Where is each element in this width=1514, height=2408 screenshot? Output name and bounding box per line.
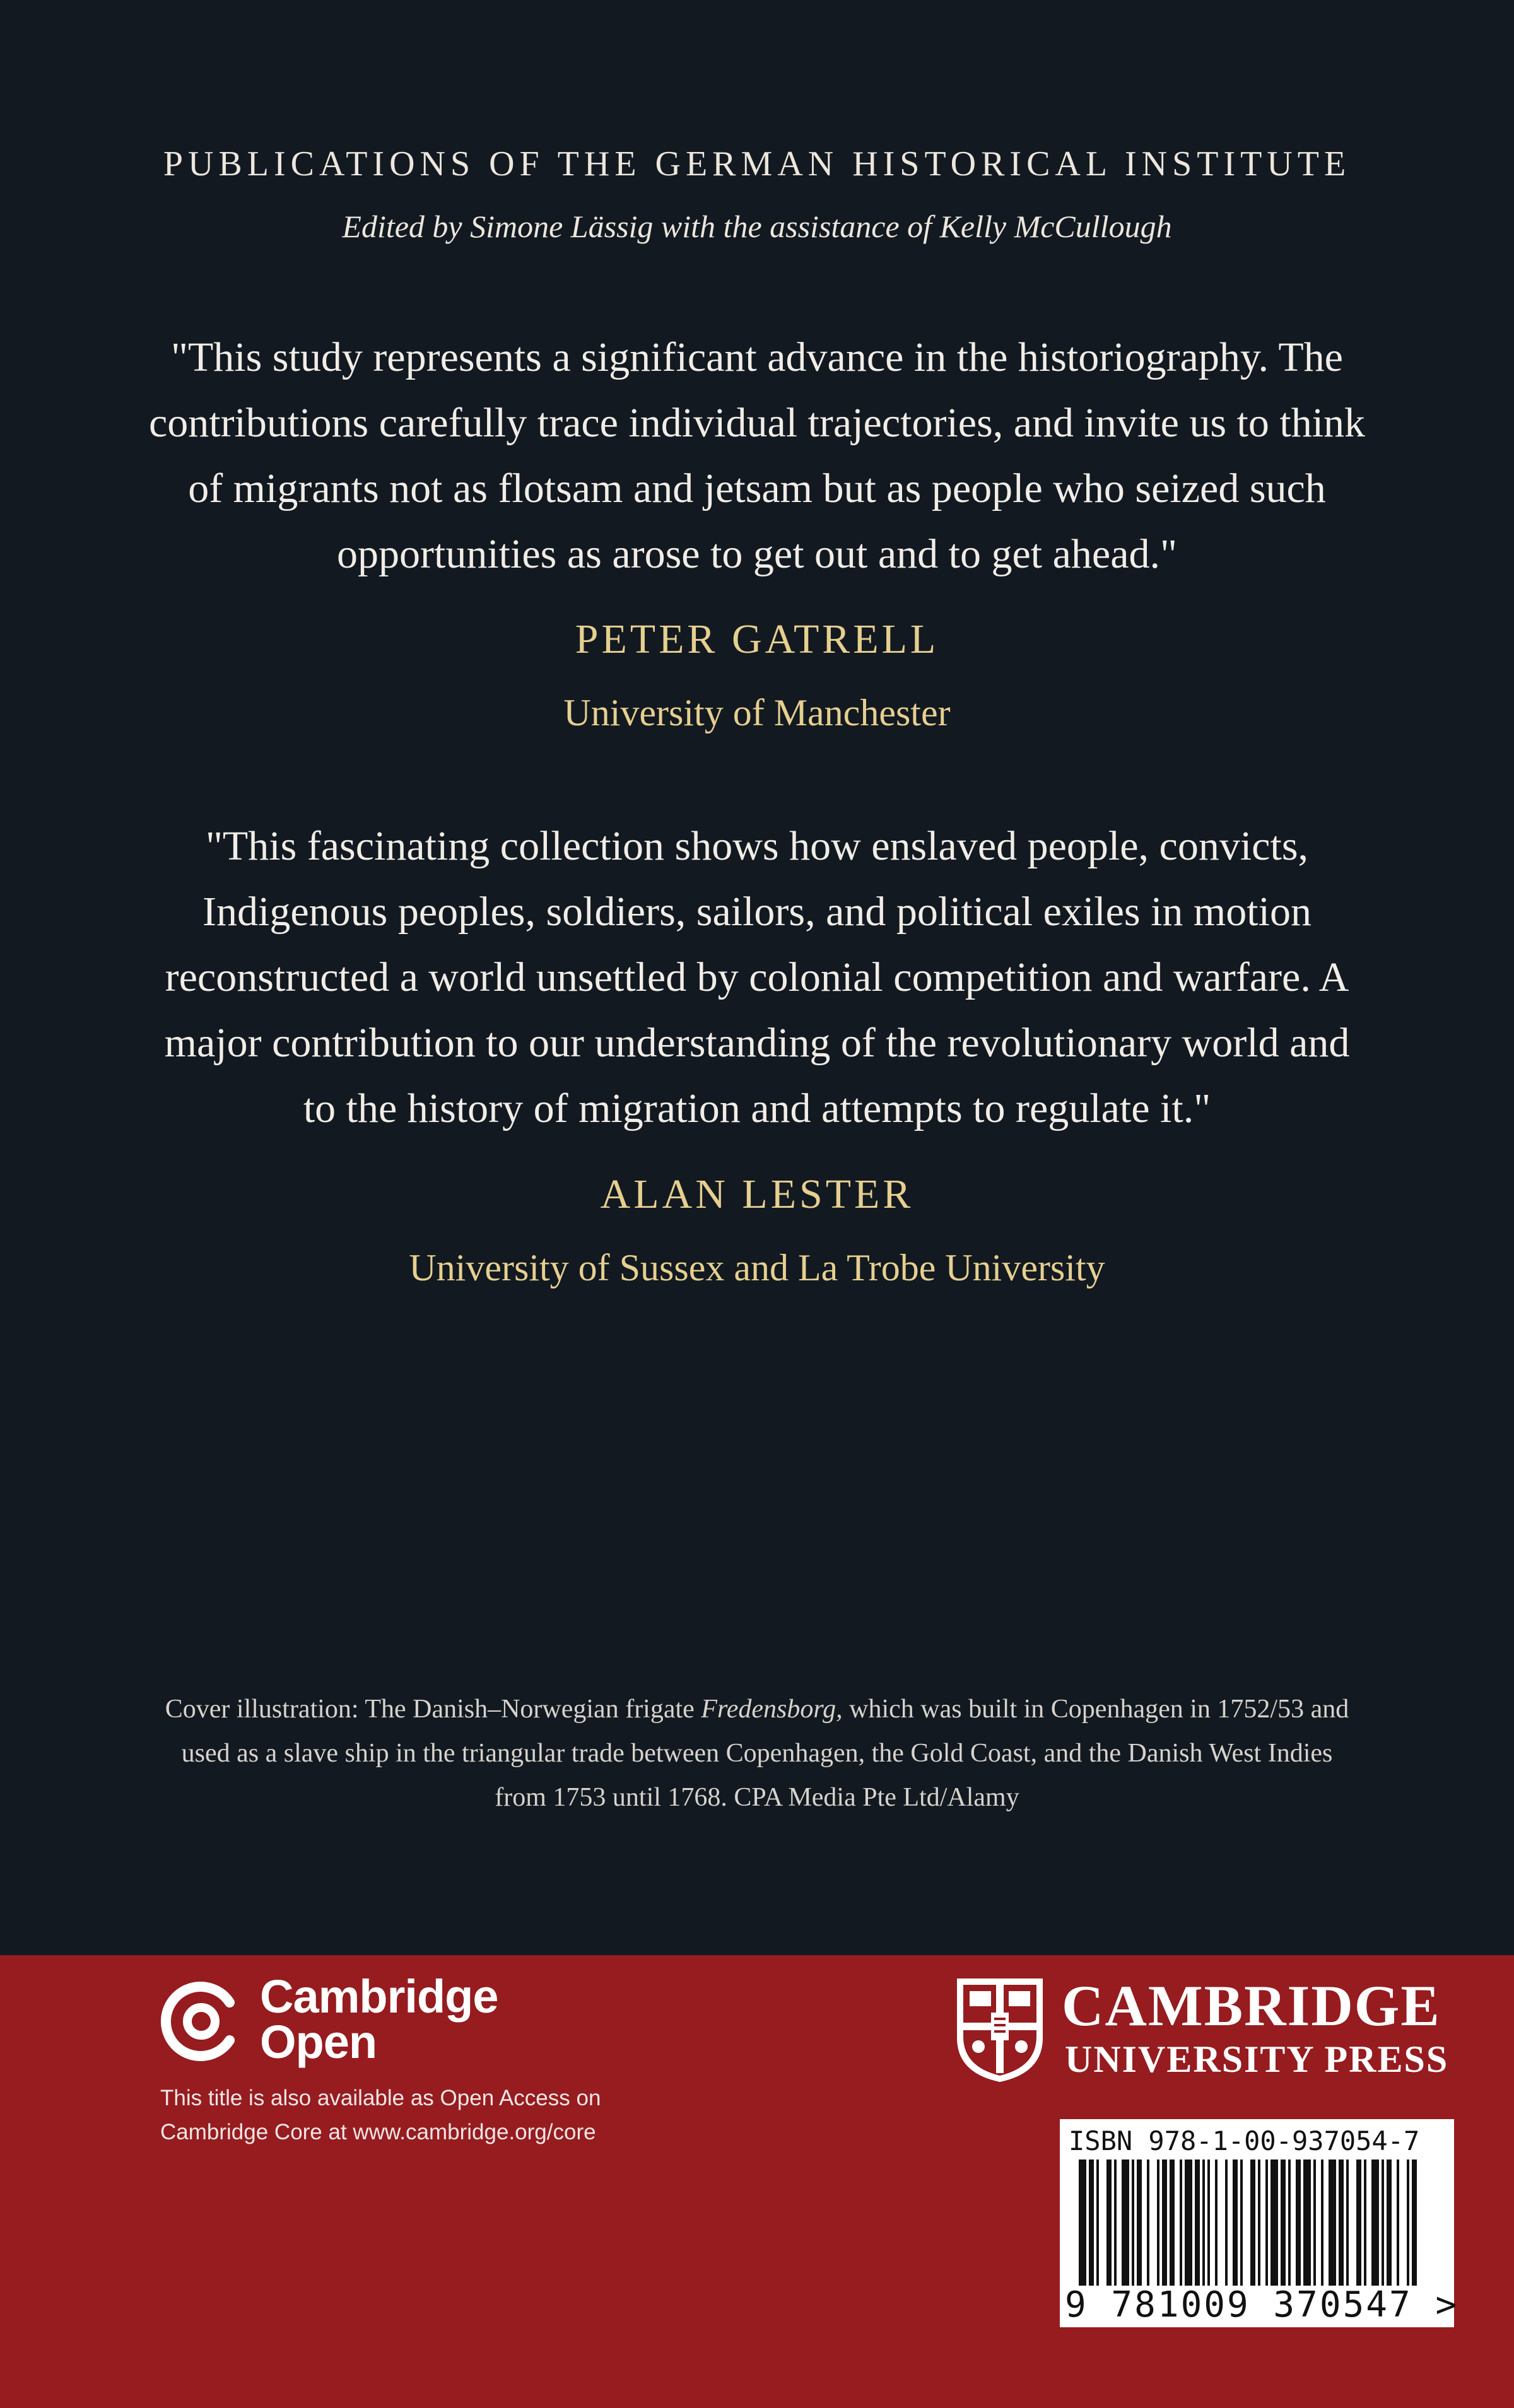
cambridge-open-logo-icon xyxy=(160,1980,242,2062)
series-editor: Edited by Simone Lässig with the assistance of Kelly McCullough xyxy=(342,209,1172,244)
endorsement-quote: "This study represents a significant advance in the historiography. The contributions carefully trace individual trajectories, and invite us to think of migrants not as flotsam and jetsam but as people who seized such opportunities as arose to get out and to get ahead." xyxy=(148,334,1366,577)
open-access-note-line2: Cambridge Core at www.cambridge.org/core xyxy=(160,2120,596,2144)
isbn-label: ISBN 978-1-00-937054-7 xyxy=(1069,2125,1420,2156)
series-title: PUBLICATIONS OF THE GERMAN HISTORICAL INSTITUTE xyxy=(163,144,1351,184)
barcode-digits: 9 781009 370547 > xyxy=(1065,2284,1459,2325)
endorsement-author: PETER GATRELL xyxy=(575,616,939,662)
cover-illustration-caption xyxy=(158,1687,1356,1820)
university-shield-icon xyxy=(956,1977,1044,2083)
barcode-icon xyxy=(1072,2160,1426,2286)
endorsement-affiliation: University of Sussex and La Trobe University xyxy=(409,1247,1105,1289)
open-access-note xyxy=(160,2081,678,2149)
isbn-barcode xyxy=(1060,2119,1459,2327)
cambridge-open-line2: Open xyxy=(260,2016,377,2068)
endorsement-author: ALAN LESTER xyxy=(600,1171,914,1217)
caption-suffix: which was built in Copenhagen in 1752/53 and used as a slave ship in the triangular trade between Copenhagen, the Gold Coast, and the Danish West Indies from 1753 until 1768. CPA Media Pte Ltd/Alamy xyxy=(181,1695,1349,1812)
publisher-subname: UNIVERSITY PRESS xyxy=(1065,2038,1449,2080)
open-access-note-line1: This title is also available as Open Access on xyxy=(160,2086,601,2110)
caption-prefix: Cover illustration: The Danish–Norwegian frigate xyxy=(165,1695,701,1724)
cambridge-open-line1: Cambridge xyxy=(260,1970,498,2023)
cambridge-open-wordmark xyxy=(260,1970,498,2068)
endorsement-affiliation: University of Manchester xyxy=(563,692,951,734)
endorsement-quote: "This fascinating collection shows how enslaved people, convicts, Indigenous peoples, soldiers, sailors, and political exiles in motion reconstructed a world unsettled by colonial competition and warfare. A major contribution to our understanding of the revolutionary world and to the history of migration and attempts to regulate it." xyxy=(164,823,1350,1131)
publisher-name: CAMBRIDGE xyxy=(1062,1973,1441,2038)
caption-ship-name: Fredensborg, xyxy=(701,1695,843,1724)
